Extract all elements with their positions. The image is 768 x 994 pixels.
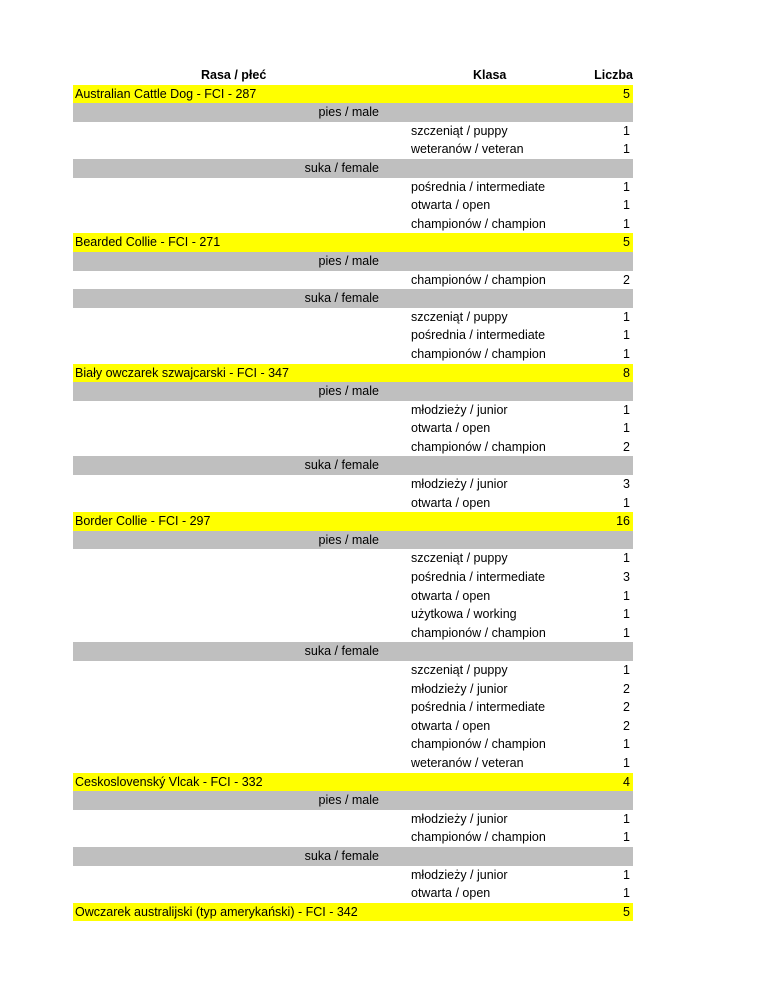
breed-name: Ceskoslovenský Vlcak - FCI - 332 [75,774,263,789]
class-count: 2 [623,439,630,454]
class-count: 1 [623,216,630,231]
class-count: 1 [623,179,630,194]
class-row [73,326,633,345]
class-count: 2 [623,272,630,287]
sex-label: pies / male [318,793,379,808]
class-name: otwarta / open [411,421,491,436]
sex-label: pies / male [318,105,379,120]
breed-row [73,233,633,252]
breed-total: 5 [623,235,630,250]
class-count: 1 [623,198,630,213]
breed-total: 5 [623,86,630,101]
class-count: 1 [623,663,630,677]
class-row [73,401,633,420]
class-count: 3 [623,477,630,492]
class-name: młodzieży / junior [411,681,508,696]
class-count: 1 [623,123,630,138]
class-row [73,419,633,438]
class-row [73,122,633,141]
class-count: 1 [623,737,630,752]
class-row [73,810,633,829]
class-count: 2 [623,700,630,715]
class-count: 1 [623,625,630,640]
sex-label: suka / female [304,644,379,659]
class-count: 1 [623,607,630,622]
sex-row [73,252,633,271]
class-name: otwarta / open [411,495,491,510]
class-name: otwarta / open [411,588,491,603]
class-count: 1 [623,830,630,845]
class-name: pośrednia / intermediate [411,328,546,343]
breed-row [73,85,633,104]
class-name: młodzieży / junior [411,402,508,417]
breed-name: Biały owczarek szwajcarski - FCI - 347 [75,365,289,380]
class-row [73,866,633,885]
class-name: otwarta / open [411,718,491,733]
class-row [73,196,633,215]
sex-label: pies / male [318,253,379,268]
class-name: otwarta / open [411,198,491,213]
sex-row [73,382,633,401]
sex-row [73,103,633,122]
column-header-class: Klasa [473,68,507,82]
class-row [73,494,633,513]
class-name: pośrednia / intermediate [411,179,546,194]
breed-total: 4 [623,774,630,789]
class-name: młodzieży / junior [411,867,508,882]
class-name: championów / champion [411,625,546,640]
sex-row [73,791,633,810]
class-row [73,717,633,736]
class-row [73,661,633,680]
class-row [73,624,633,643]
class-row [73,754,633,773]
class-row [73,140,633,159]
class-name: otwarta / open [411,886,491,901]
class-row [73,605,633,624]
breed-class-table [73,66,633,921]
class-name: pośrednia / intermediate [411,570,546,585]
sex-row [73,531,633,550]
class-row [73,568,633,587]
class-name: championów / champion [411,346,546,361]
sex-row [73,847,633,866]
class-row [73,178,633,197]
class-row [73,549,633,568]
class-row [73,215,633,234]
class-row [73,735,633,754]
table-header-row [73,66,633,85]
sex-label: suka / female [304,848,379,863]
breed-name: Owczarek australijski (typ amerykański) - FCI - 342 [75,904,358,919]
breed-row [73,773,633,792]
class-row [73,475,633,494]
class-row [73,698,633,717]
sex-row [73,159,633,178]
class-count: 1 [623,886,630,901]
class-name: championów / champion [411,737,546,752]
class-name: championów / champion [411,439,546,454]
class-name: szczeniąt / puppy [411,663,508,677]
class-row [73,884,633,903]
class-name: szczeniąt / puppy [411,309,508,324]
class-row [73,680,633,699]
sex-label: suka / female [304,160,379,175]
class-name: weteranów / veteran [411,755,524,770]
sex-row [73,456,633,475]
class-count: 1 [623,142,630,157]
class-name: szczeniąt / puppy [411,123,508,138]
class-count: 1 [623,588,630,603]
class-count: 1 [623,811,630,826]
class-name: championów / champion [411,272,546,287]
breed-total: 5 [623,904,630,919]
breed-name: Australian Cattle Dog - FCI - 287 [75,86,257,101]
sex-row [73,289,633,308]
column-header-breed-sex: Rasa / płeć [201,68,267,82]
table-body [73,85,633,922]
sex-row [73,642,633,661]
class-count: 1 [623,755,630,770]
breed-row [73,512,633,531]
class-count: 1 [623,328,630,343]
sex-label: pies / male [318,532,379,547]
class-row [73,438,633,457]
class-row [73,828,633,847]
class-count: 1 [623,551,630,566]
class-count: 3 [623,570,630,585]
class-count: 1 [623,495,630,510]
class-count: 2 [623,718,630,733]
class-name: pośrednia / intermediate [411,700,546,715]
class-count: 1 [623,421,630,436]
class-name: młodzieży / junior [411,477,508,492]
class-name: weteranów / veteran [411,142,524,157]
column-header-count: Liczba [594,68,633,82]
breed-row [73,364,633,383]
class-name: championów / champion [411,216,546,231]
class-name: championów / champion [411,830,546,845]
class-count: 1 [623,402,630,417]
class-name: młodzieży / junior [411,811,508,826]
class-row [73,587,633,606]
breed-name: Bearded Collie - FCI - 271 [75,235,221,250]
breed-total: 8 [623,365,630,380]
class-count: 1 [623,867,630,882]
class-count: 2 [623,681,630,696]
class-count: 1 [623,346,630,361]
sex-label: suka / female [304,458,379,473]
breed-name: Border Collie - FCI - 297 [75,514,211,529]
sex-label: pies / male [318,384,379,399]
class-name: szczeniąt / puppy [411,551,508,566]
class-count: 1 [623,309,630,324]
class-name: użytkowa / working [411,607,517,622]
sex-label: suka / female [304,291,379,306]
class-row [73,271,633,290]
class-row [73,308,633,327]
breed-row [73,903,633,922]
class-row [73,345,633,364]
breed-total: 16 [616,514,630,529]
